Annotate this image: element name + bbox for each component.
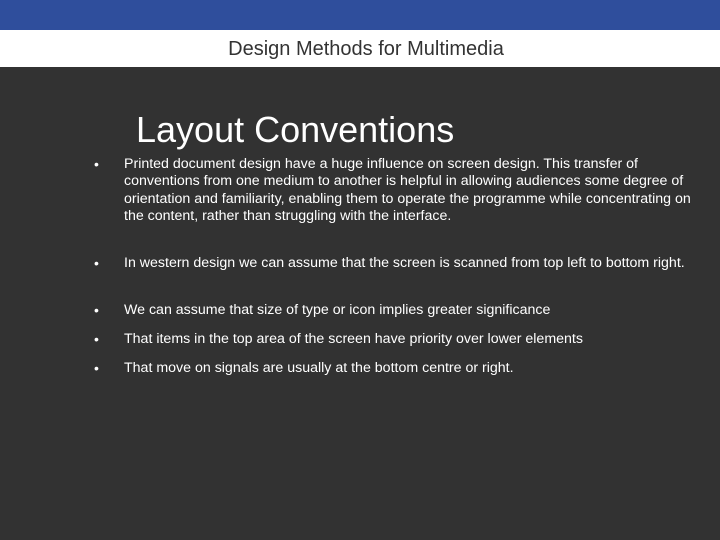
bullet-text: In western design we can assume that the screen is scanned from top left to bottom right. — [124, 255, 685, 271]
slide-heading: Layout Conventions — [136, 109, 455, 150]
bullet-marker: • — [94, 360, 99, 376]
bullet-text: That move on signals are usually at the bottom centre or right. — [124, 360, 514, 376]
bullet-marker: • — [94, 156, 99, 172]
bullet-text: Printed document design have a huge influence on screen design. This transfer of conventions from one medium to another is helpful in allowing audiences some degree of orientation and familiarity, enabling them to operate the programme while concentrating on the content, rather than struggling with the interface. — [124, 156, 691, 225]
bullet-text: We can assume that size of type or icon implies greater significance — [124, 302, 551, 318]
course-title: Design Methods for Multimedia — [228, 38, 504, 60]
bullet-marker: • — [94, 255, 99, 271]
bullet-text: That items in the top area of the screen have priority over lower elements — [124, 331, 583, 347]
bullet-marker: • — [94, 331, 99, 347]
top-accent-bar — [0, 0, 720, 30]
bullet-marker: • — [94, 302, 99, 318]
